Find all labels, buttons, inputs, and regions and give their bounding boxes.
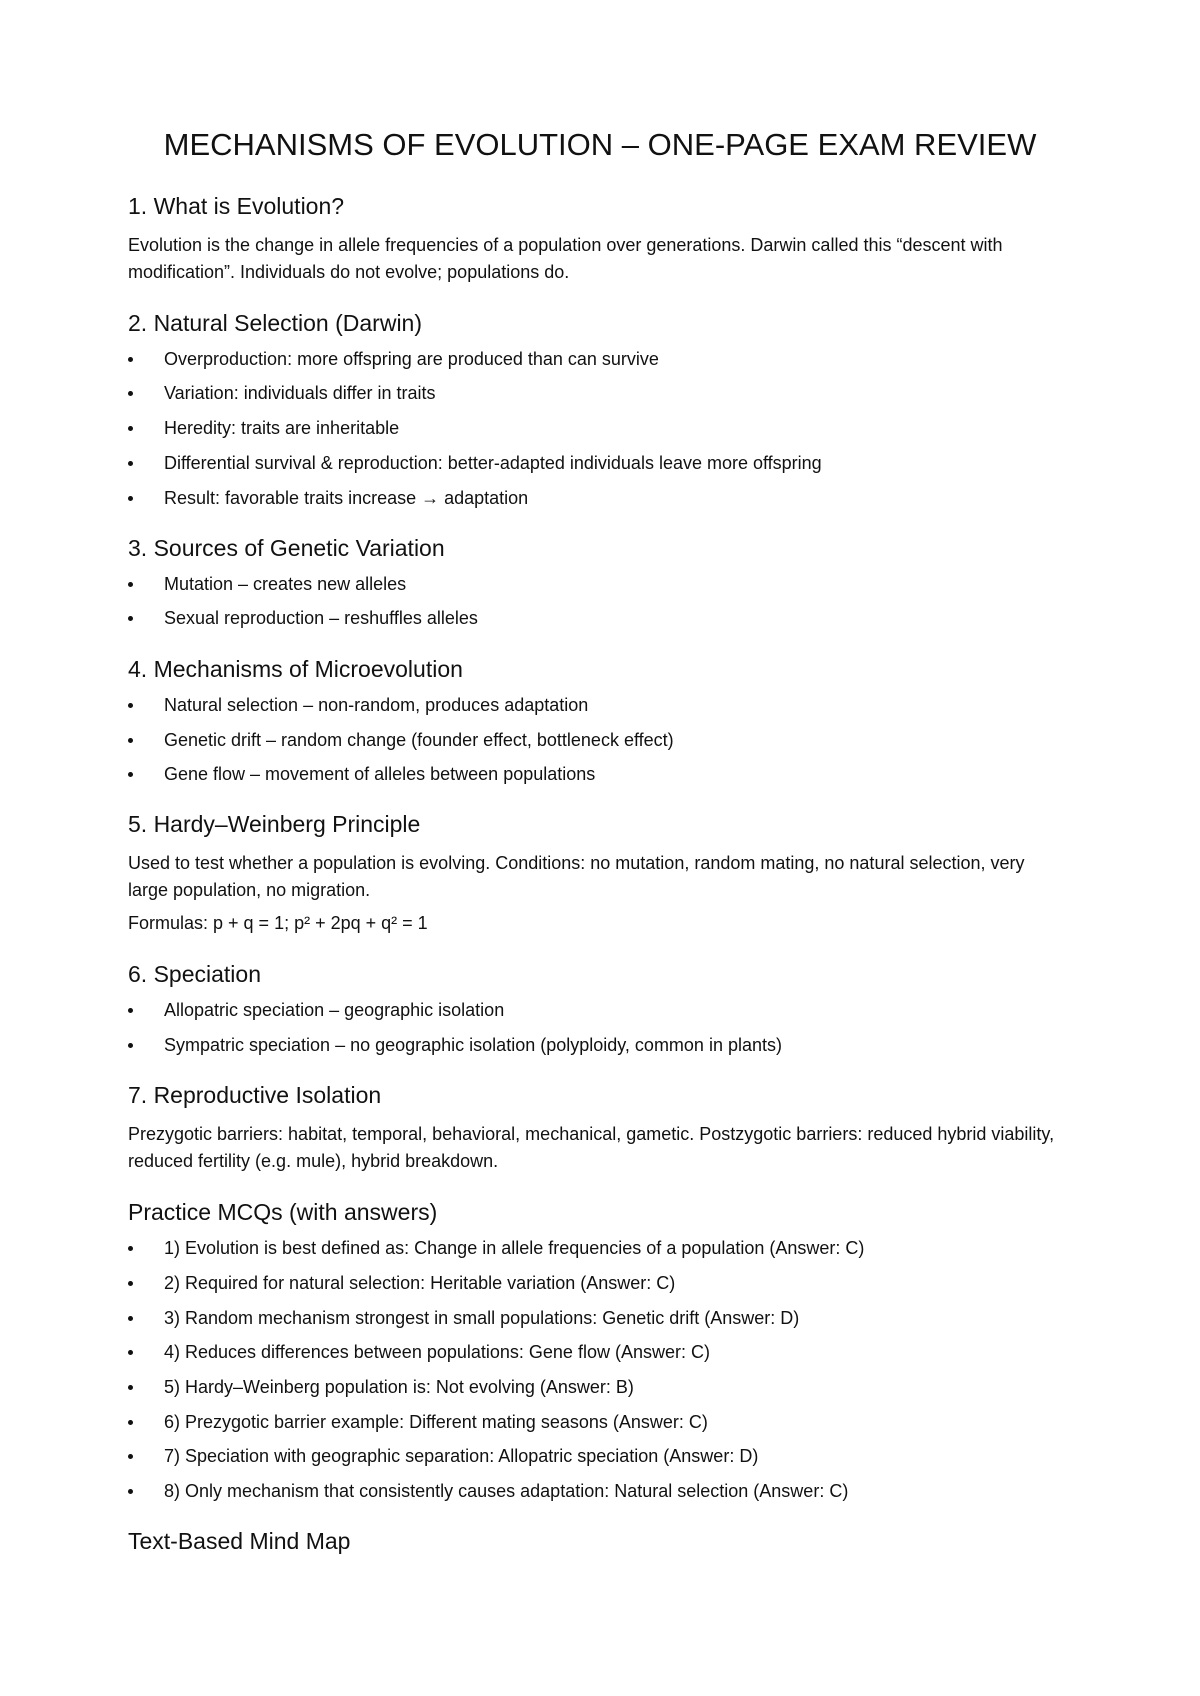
bullet-icon xyxy=(128,496,133,501)
bullet-icon xyxy=(128,1043,133,1048)
bullet-icon xyxy=(128,1385,133,1390)
list-item-text: 3) Random mechanism strongest in small populations: Genetic drift (Answer: D) xyxy=(164,1308,800,1328)
section-heading-genetic-variation: 3. Sources of Genetic Variation xyxy=(128,535,445,561)
list-item-text: 4) Reduces differences between populations: Gene flow (Answer: C) xyxy=(164,1342,710,1362)
page-title: MECHANISMS OF EVOLUTION – ONE-PAGE EXAM REVIEW xyxy=(163,127,1037,162)
bullet-icon xyxy=(128,1350,133,1355)
list-item-text: 1) Evolution is best defined as: Change in allele frequencies of a population (Answer: C) xyxy=(164,1238,865,1258)
list-item-text: Overproduction: more offspring are produced than can survive xyxy=(164,349,659,369)
bullet-icon xyxy=(128,616,133,621)
list-item-text: 8) Only mechanism that consistently causes adaptation: Natural selection (Answer: C) xyxy=(164,1481,849,1501)
list-item-text: 5) Hardy–Weinberg population is: Not evolving (Answer: B) xyxy=(164,1377,634,1397)
list-item-text: Heredity: traits are inheritable xyxy=(164,418,400,438)
list-item-text: Allopatric speciation – geographic isolation xyxy=(164,1000,505,1020)
list-item-text: Gene flow – movement of alleles between populations xyxy=(164,764,596,784)
section-heading-reproductive-isolation: 7. Reproductive Isolation xyxy=(128,1082,382,1108)
list-item-text: 2) Required for natural selection: Heritable variation (Answer: C) xyxy=(164,1273,676,1293)
section-heading-practice-mcqs: Practice MCQs (with answers) xyxy=(128,1199,438,1225)
section-heading-microevolution: 4. Mechanisms of Microevolution xyxy=(128,656,463,682)
bullet-icon xyxy=(128,703,133,708)
list-item-text: Sexual reproduction – reshuffles alleles xyxy=(164,608,478,628)
bullet-icon xyxy=(128,1420,133,1425)
bullet-icon xyxy=(128,1246,133,1251)
list-item-text: Genetic drift – random change (founder effect, bottleneck effect) xyxy=(164,730,674,750)
section-paragraph: Prezygotic barriers: habitat, temporal, behavioral, mechanical, gametic. Postzygotic barriers: reduced hybrid viability, reduced fertility (e.g. mule), hybrid breakdown. xyxy=(128,1124,1055,1171)
list-item-text: Sympatric speciation – no geographic isolation (polyploidy, common in plants) xyxy=(164,1035,782,1055)
bullet-icon xyxy=(128,1316,133,1321)
section-paragraph: Evolution is the change in allele frequencies of a population over generations. Darwin called this “descent with modification”. Individuals do not evolve; populations do. xyxy=(128,235,1003,282)
bullet-icon xyxy=(128,1454,133,1459)
bullet-icon xyxy=(128,582,133,587)
list-item-text: Mutation – creates new alleles xyxy=(164,574,407,594)
section-heading-mind-map: Text-Based Mind Map xyxy=(128,1528,351,1554)
section-heading-what-is-evolution: 1. What is Evolution? xyxy=(128,193,345,219)
bullet-icon xyxy=(128,772,133,777)
list-item-text: Differential survival & reproduction: better-adapted individuals leave more offspring xyxy=(164,453,822,473)
list-item-text: Result: favorable traits increase → adaptation xyxy=(164,488,529,508)
formula-line: Formulas: p + q = 1; p² + 2pq + q² = 1 xyxy=(128,913,428,933)
bullet-icon xyxy=(128,1281,133,1286)
section-heading-natural-selection: 2. Natural Selection (Darwin) xyxy=(128,310,423,336)
bullet-icon xyxy=(128,1008,133,1013)
bullet-icon xyxy=(128,357,133,362)
section-paragraph: Used to test whether a population is evolving. Conditions: no mutation, random mating, no natural selection, very large population, no migration. xyxy=(128,853,1025,900)
list-item-text: 7) Speciation with geographic separation: Allopatric speciation (Answer: D) xyxy=(164,1446,759,1466)
bullet-icon xyxy=(128,391,133,396)
bullet-icon xyxy=(128,426,133,431)
bullet-icon xyxy=(128,461,133,466)
bullet-icon xyxy=(128,1489,133,1494)
list-item-text: Natural selection – non-random, produces adaptation xyxy=(164,695,589,715)
list-item-text: Variation: individuals differ in traits xyxy=(164,383,436,403)
section-heading-hardy-weinberg: 5. Hardy–Weinberg Principle xyxy=(128,811,421,837)
section-heading-speciation: 6. Speciation xyxy=(128,961,261,987)
bullet-icon xyxy=(128,738,133,743)
list-item-text: 6) Prezygotic barrier example: Different mating seasons (Answer: C) xyxy=(164,1412,708,1432)
